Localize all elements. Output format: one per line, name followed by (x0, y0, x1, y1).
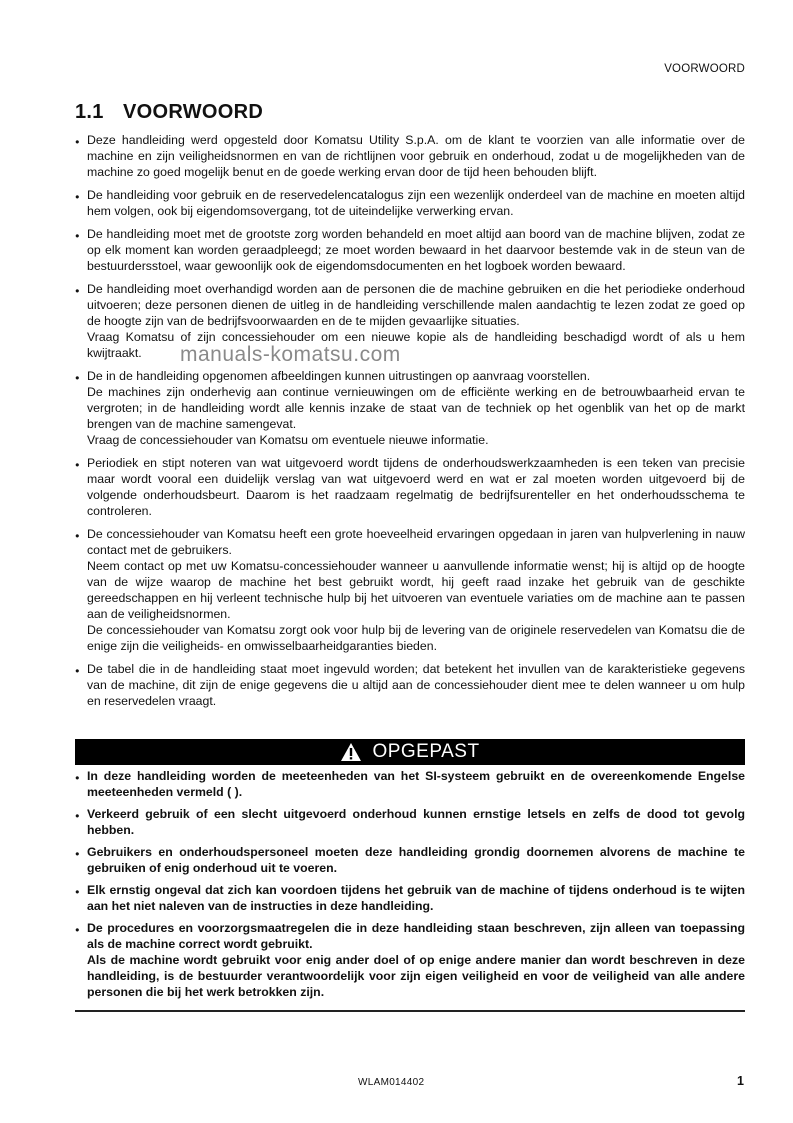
warning-banner (75, 739, 745, 765)
list-item-text: ● De in de handleiding opgenomen afbeeldingen kunnen uitrustingen op aanvraag voorstellen. (87, 369, 591, 383)
list-item-text: Neem contact op met uw Komatsu-concessiehouder wanneer u aanvullende informatie wenst; hij is altijd op de hoogte van de wijze waarop de machine het best gebruikt wordt, hij geeft raad inzake het gebruik van de geschikte gereedschappen en hij verleent technische hulp bij het uitvoeren van eventuele variaties om de machine aan te passen aan de veiligheidsnormen. (87, 559, 745, 621)
list-item-text: ● De concessiehouder van Komatsu heeft een grote hoeveelheid ervaringen opgedaan in jaren van hulpverlening in nauw contact met de gebruikers. (87, 527, 745, 557)
list-item (75, 132, 745, 180)
warning-label: OPGEPAST (372, 741, 480, 762)
list-item-text: ● De handleiding moet overhandigd worden aan de personen die de machine gebruiken en die het periodieke onderhoud uitvoeren; deze personen dienen de uitleg in de handleiding verschillende malen aandachtig te lezen zodat ze goed op de hoogte zijn van de bedrijfsvoorwaarden en de te mijden gevaarlijke situaties. (87, 282, 745, 328)
list-item-text: ● Periodiek en stipt noteren van wat uitgevoerd wordt tijdens de onderhoudswerkzaamheden is een teken van precisie maar wordt vooral een duidelijk verslag van wat uitgevoerd werd en wat er zal moeten worden uitgevoerd bij de volgende onderhoudsbeurt. Daarom is het raadzaam regelmatig de bedrijfsurenteller en het onderhoudsschema te controleren. (87, 456, 745, 518)
warning-list (75, 768, 745, 1006)
list-item-text: ● De tabel die in de handleiding staat moet ingevuld worden; dat betekent het invullen van de karakteristieke gegevens van de machine, dit zijn de enige gegevens die u altijd aan de concessiehouder dient mee te delen wanneer u om hulp en reservedelen vraagt. (87, 662, 745, 708)
running-header: VOORWOORD (664, 63, 745, 75)
section-divider (75, 1010, 745, 1012)
list-item-text: Als de machine wordt gebruikt voor enig ander doel of op enige andere manier dan wordt beschreven in deze handleiding, is de bestuurder verantwoordelijk voor zijn eigen veiligheid en voor de veiligheid van alle andere personen die bij het werk betrokken zijn. (87, 953, 745, 999)
list-item-text: ● De procedures en voorzorgsmaatregelen die in deze handleiding staan beschreven, zijn alleen van toepassing als de machine correct wordt gebruikt. (87, 921, 745, 951)
list-item-text: Vraag Komatsu of zijn concessiehouder om een nieuwe kopie als de handleiding beschadigd wordt of als u hem kwijtraakt. (87, 330, 745, 360)
section-title-text: VOORWOORD (123, 101, 264, 123)
section-number: 1.1 (75, 101, 104, 123)
list-item (75, 281, 745, 361)
list-item (75, 187, 745, 219)
list-item (75, 226, 745, 274)
list-item (75, 806, 745, 838)
list-item-text: De concessiehouder van Komatsu zorgt ook voor hulp bij de levering van de originele reservedelen van Komatsu die de enige zijn die veiligheids- en omwisselbaarheidgaranties bieden. (87, 623, 745, 653)
list-item (75, 661, 745, 709)
list-item (75, 455, 745, 519)
list-item (75, 844, 745, 876)
list-item (75, 526, 745, 654)
list-item (75, 768, 745, 800)
list-item (75, 920, 745, 1000)
foreword-list (75, 132, 745, 716)
list-item-text: ● Verkeerd gebruik of een slecht uitgevoerd onderhoud kunnen ernstige letsels en zelfs de dood tot gevolg hebben. (87, 807, 745, 837)
list-item-text: ● De handleiding voor gebruik en de reservedelencatalogus zijn een wezenlijk onderdeel van de machine en moeten altijd hem volgen, ook bij eigendomsovergang, tot de uiteindelijke verwerking ervan. (87, 188, 745, 218)
list-item-text: ● De handleiding moet met de grootste zorg worden behandeld en moet altijd aan boord van de machine blijven, zodat ze op elk moment kan worden geraadpleegd; ze moet worden bewaard in het daarvoor bestemde vak in de steun van de bestuurdersstoel, waar gewoonlijk ook de eigendomsdocumenten en het logboek worden bewaard. (87, 227, 745, 273)
list-item-text: Vraag de concessiehouder van Komatsu om eventuele nieuwe informatie. (87, 433, 489, 447)
list-item (75, 882, 745, 914)
list-item-text: ● In deze handleiding worden de meeteenheden van het SI-systeem gebruikt en de overeenkomende Engelse meeteenheden vermeld ( ). (87, 769, 745, 799)
list-item (75, 368, 745, 448)
list-item-text: De machines zijn onderhevig aan continue vernieuwingen om de efficiënte werking en de betrouwbaarheid ervan te vergroten; in de handleiding wordt alle kennis inzake de staat van de techniek op het ogenblik van het op de markt brengen van de machine samengevat. (87, 385, 745, 431)
warning-triangle-icon (340, 742, 362, 762)
page-number: 1 (737, 1074, 744, 1088)
list-item-text: ● Gebruikers en onderhoudspersoneel moeten deze handleiding grondig doornemen alvorens de machine te gebruiken of enig onderhoud uit te voeren. (87, 845, 745, 875)
list-item-text: ● Deze handleiding werd opgesteld door Komatsu Utility S.p.A. om de klant te voorzien van alle informatie over de machine en zijn veiligheidsnormen en van de richtlijnen voor gebruik en onderhoud, zodat u de mogelijkheden van de machine zo goed mogelijk benut en de goede werking ervan door de tijd heen behouden blijft. (87, 133, 745, 179)
watermark: manuals-komatsu.com (180, 343, 401, 366)
section-title (75, 101, 263, 124)
document-code: WLAM014402 (358, 1077, 425, 1088)
list-item-text: ● Elk ernstig ongeval dat zich kan voordoen tijdens het gebruik van de machine of tijdens onderhoud is te wijten aan het niet naleven van de instructies in deze handleiding. (87, 883, 745, 913)
